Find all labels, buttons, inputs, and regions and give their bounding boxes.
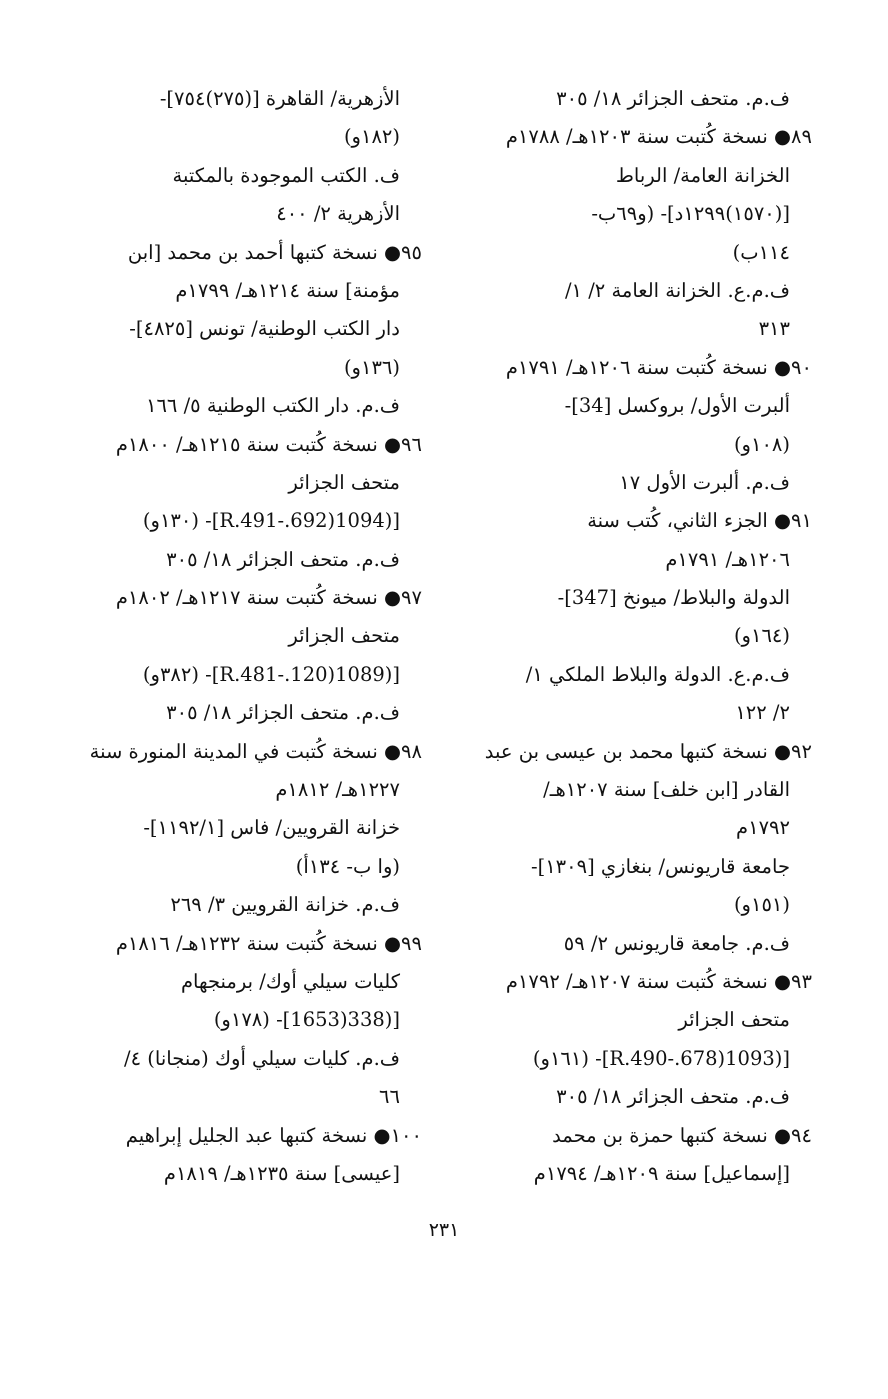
reference-line: ٦٦ [379, 1085, 400, 1109]
page-number: ٢٣١ [428, 1219, 460, 1241]
entry-detail-line: كليات سيلي أوك/ برمنجهام [180, 969, 400, 993]
entry-detail-line: دار الكتب الوطنية/ تونس [٤٨٢٥]- [129, 317, 400, 341]
entry-detail-line: (١٣٦و) [343, 355, 400, 379]
entry-detail-line: [(338(1653]- (١٧٨و) [213, 1008, 400, 1032]
reference-line: ف.م. خزانة القرويين ٣/ ٢٦٩ [170, 893, 400, 917]
manuscript-entry-line: ٩١● الجزء الثاني، كُتب سنة [587, 509, 812, 533]
entry-detail-line: الأزهرية/ القاهرة [(٢٧٥)٧٥٤]- [159, 87, 400, 110]
entry-detail-line: خزانة القرويين/ فاس [١١٩٢/١]- [143, 816, 400, 840]
entry-detail-line: [(1094(692.-R.491]- (١٣٠و) [142, 509, 400, 533]
reference-line: ف.م. متحف الجزائر ١٨/ ٣٠٥ [556, 1085, 790, 1109]
manuscript-entry-line: ٩٣● نسخة كُتبت سنة ١٢٠٧هـ/ ١٧٩٢م [505, 969, 812, 993]
manuscript-entry-line: ٩٠● نسخة كُتبت سنة ١٢٠٦هـ/ ١٧٩١م [505, 355, 812, 379]
entry-detail-line: (١٥١و) [733, 893, 790, 917]
reference-line: ف.م. متحف الجزائر ١٨/ ٣٠٥ [166, 701, 400, 725]
entry-detail-line: ١٢٠٦هـ/ ١٧٩١م [665, 547, 790, 571]
manuscript-entry-line: ١٠٠● نسخة كتبها عبد الجليل إبراهيم [125, 1123, 422, 1147]
reference-line: ف.م. جامعة قاريونس ٢/ ٥٩ [563, 931, 790, 955]
entry-detail-line: متحف الجزائر [288, 470, 400, 494]
reference-line: ٣١٣ [758, 317, 790, 341]
manuscript-entry-line: ٩٧● نسخة كُتبت سنة ١٢١٧هـ/ ١٨٠٢م [115, 586, 422, 610]
reference-line: ف.م. كليات سيلي أوك (منجانا) ٤/ [124, 1046, 400, 1070]
entry-detail-line: [(1093(678.-R.490]- (١٦١و) [532, 1046, 790, 1070]
reference-line: ف.م. متحف الجزائر ١٨/ ٣٠٥ [556, 87, 790, 110]
manuscript-entry-line: ٩٩● نسخة كُتبت سنة ١٢٣٢هـ/ ١٨١٦م [115, 931, 422, 955]
entry-detail-line: الخزانة العامة/ الرباط [615, 163, 790, 187]
entry-detail-line: ألبرت الأول/ بروكسل [34]- [564, 394, 790, 418]
manuscript-entry-line: ٩٦● نسخة كُتبت سنة ١٢١٥هـ/ ١٨٠٠م [115, 432, 422, 456]
reference-line: ف.م.ع. الدولة والبلاط الملكي ١/ [525, 662, 790, 686]
entry-detail-line: (وا ب- ١٣٤أ) [295, 854, 400, 878]
entry-detail-line: الدولة والبلاط/ ميونخ [347]- [557, 586, 790, 610]
entry-detail-line: مؤمنة] سنة ١٢١٤هـ/ ١٧٩٩م [175, 278, 400, 302]
left-column [70, 80, 422, 1193]
entry-detail-line: القادر [ابن خلف] سنة ١٢٠٧هـ/ [543, 778, 790, 802]
reference-line: ٢/ ١٢٢ [735, 701, 790, 725]
reference-line: ف.م.ع. الخزانة العامة ٢/ ١/ [564, 278, 790, 302]
manuscript-entry-line: ٩٨● نسخة كُتبت في المدينة المنورة سنة [89, 739, 422, 763]
entry-detail-line: ١٧٩٢م [736, 816, 790, 840]
entry-detail-line: ١٢٢٧هـ/ ١٨١٢م [275, 778, 400, 802]
manuscript-entry-line: ٩٤● نسخة كتبها حمزة بن محمد [552, 1123, 812, 1147]
entry-detail-line: [(١٥٧٠)١٢٩٩د]- (و٦٩ب- [591, 202, 790, 226]
manuscript-entry-line: ٩٢● نسخة كتبها محمد بن عيسى بن عبد [484, 739, 812, 763]
manuscript-entry-line: ٩٥● نسخة كتبها أحمد بن محمد [ابن [127, 240, 422, 264]
right-column [460, 80, 812, 1193]
entry-detail-line: متحف الجزائر [678, 1008, 790, 1032]
entry-detail-line: (١٠٨و) [733, 432, 790, 456]
reference-line: الأزهرية ٢/ ٤٠٠ [276, 202, 400, 226]
entry-detail-line: متحف الجزائر [288, 624, 400, 648]
entry-detail-line: [عيسى] سنة ١٢٣٥هـ/ ١٨١٩م [163, 1161, 400, 1185]
entry-detail-line: [إسماعيل] سنة ١٢٠٩هـ/ ١٧٩٤م [533, 1161, 790, 1185]
entry-detail-line: (١٦٤و) [733, 624, 790, 648]
entry-detail-line: (١٨٢و) [343, 125, 400, 149]
reference-line: ف. الكتب الموجودة بالمكتبة [172, 163, 400, 187]
entry-detail-line: جامعة قاريونس/ بنغازي [١٣٠٩]- [531, 854, 790, 878]
entry-detail-line: ١١٤ب) [732, 240, 790, 264]
reference-line: ف.م. ألبرت الأول ١٧ [619, 470, 790, 494]
manuscript-entry-line: ٨٩● نسخة كُتبت سنة ١٢٠٣هـ/ ١٧٨٨م [505, 125, 812, 149]
reference-line: ف.م. متحف الجزائر ١٨/ ٣٠٥ [166, 547, 400, 571]
entry-detail-line: [(1089(120.-R.481]- (٣٨٢و) [142, 662, 400, 686]
reference-line: ف.م. دار الكتب الوطنية ٥/ ١٦٦ [145, 394, 400, 418]
